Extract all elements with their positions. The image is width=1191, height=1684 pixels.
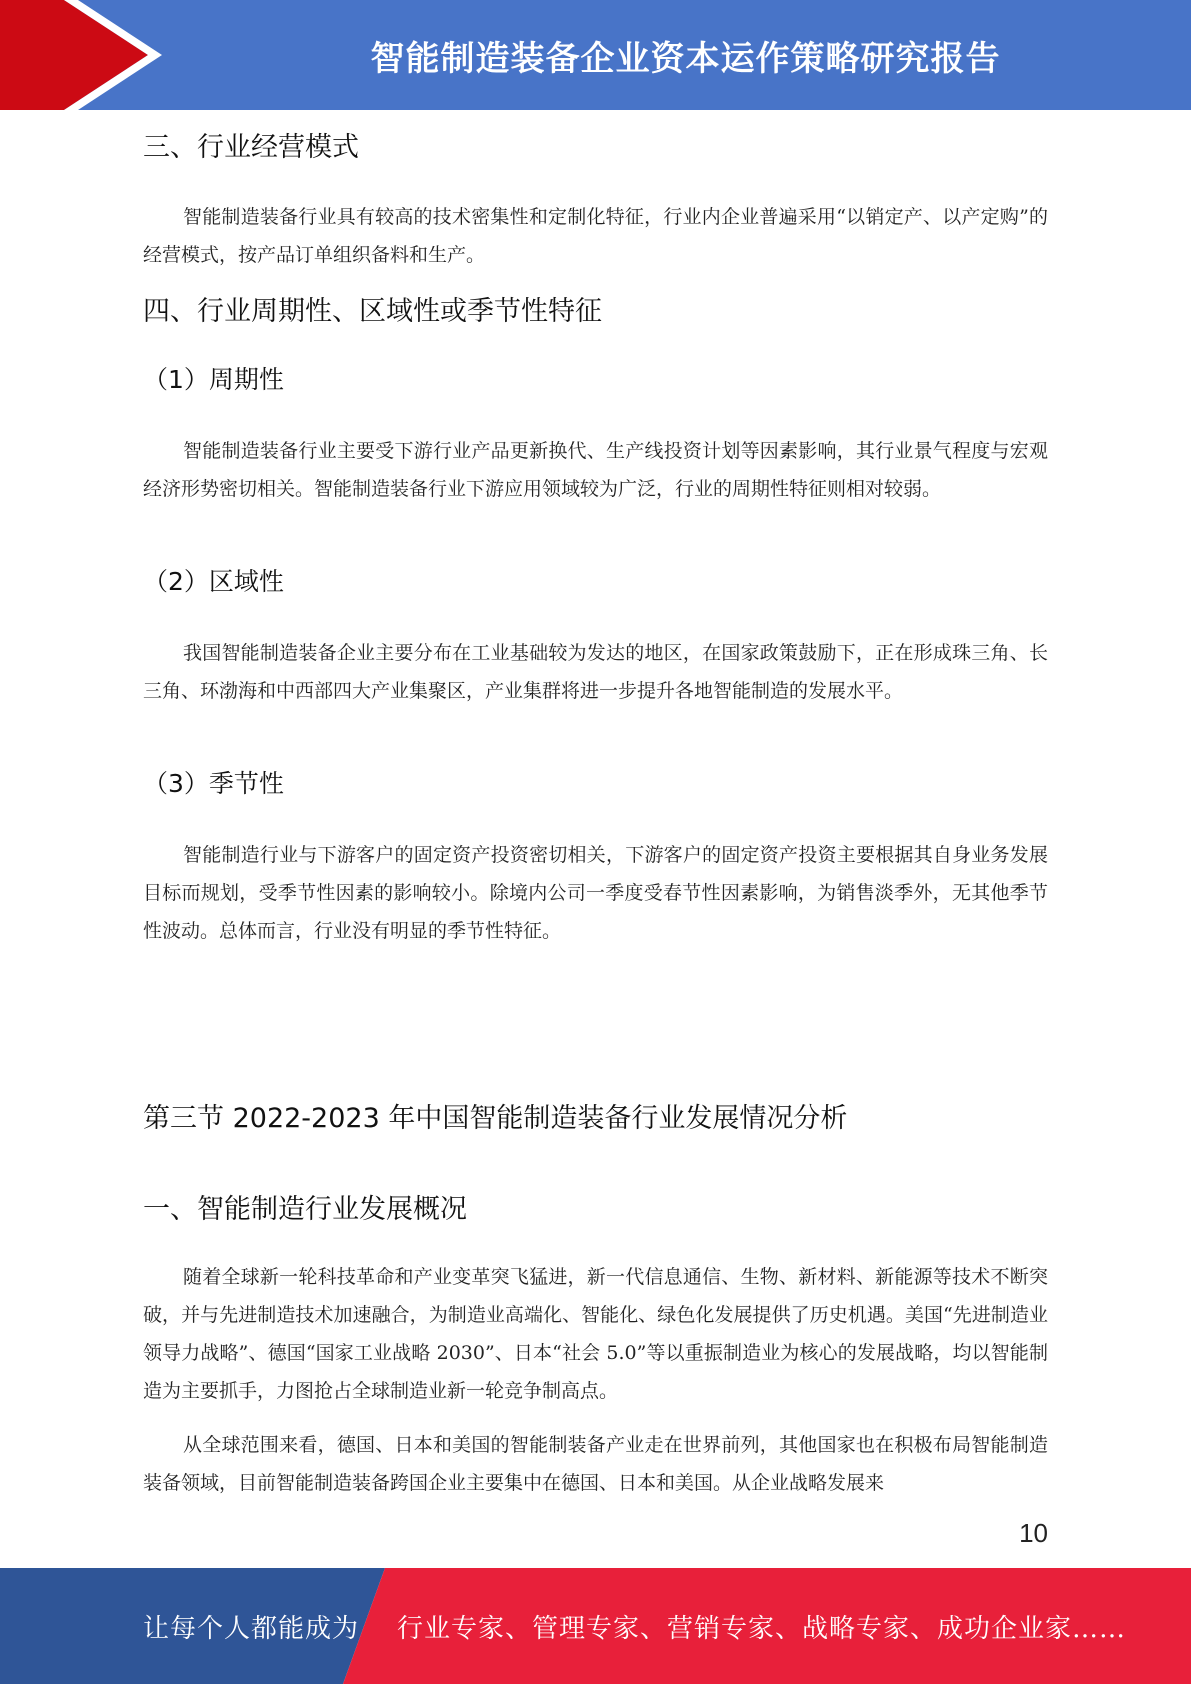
footer-banner — [0, 1568, 1191, 1684]
header-banner — [0, 0, 1191, 110]
heading-business-model: 三、行业经营模式 — [143, 132, 359, 163]
paragraph-industry-overview-2: 从全球范围来看，德国、日本和美国的智能制装备产业走在世界前列，其他国家也在积极布局智能制造装备领域，目前智能制造装备跨国企业主要集中在德国、日本和美国。从企业战略发展来 — [143, 1434, 1048, 1494]
paragraph-seasonality: 智能制造行业与下游客户的固定资产投资密切相关，下游客户的固定资产投资主要根据其自身业务发展目标而规划，受季节性因素的影响较小。除境内公司一季度受春节性因素影响，为销售淡季外，无其他季节性波动。总体而言，行业没有明显的季节性特征。 — [143, 844, 1048, 942]
heading-cyclicality-regionality-seasonality: 四、行业周期性、区域性或季节性特征 — [143, 296, 602, 327]
paragraph-business-model: 智能制造装备行业具有较高的技术密集性和定制化特征，行业内企业普遍采用“以销定产、以产定购”的经营模式，按产品订单组织备料和生产。 — [143, 206, 1048, 266]
paragraph-regionality: 我国智能制造装备企业主要分布在工业基础较为发达的地区，在国家政策鼓励下，正在形成珠三角、长三角、环渤海和中西部四大产业集聚区，产业集群将进一步提升各地智能制造的发展水平。 — [143, 642, 1048, 702]
heading-industry-overview: 一、智能制造行业发展概况 — [143, 1194, 467, 1225]
subheading-regionality: （2）区域性 — [143, 567, 284, 596]
footer-slogan-right: 行业专家、管理专家、营销专家、战略专家、成功企业家…… — [397, 1613, 1127, 1644]
report-title: 智能制造装备企业资本运作策略研究报告 — [370, 38, 1001, 79]
footer-slogan-left: 让每个人都能成为 — [143, 1613, 360, 1644]
subheading-seasonality: （3）季节性 — [143, 769, 284, 798]
subheading-cyclicality: （1）周期性 — [143, 365, 284, 394]
section-title-industry-development: 第三节 2022-2023 年中国智能制造装备行业发展情况分析 — [143, 1103, 848, 1134]
paragraph-cyclicality: 智能制造装备行业主要受下游行业产品更新换代、生产线投资计划等因素影响，其行业景气程度与宏观经济形势密切相关。智能制造装备行业下游应用领域较为广泛，行业的周期性特征则相对较弱。 — [143, 440, 1048, 500]
paragraph-industry-overview-1: 随着全球新一轮科技革命和产业变革突飞猛进，新一代信息通信、生物、新材料、新能源等技术不断突破，并与先进制造技术加速融合，为制造业高端化、智能化、绿色化发展提供了历史机遇。美国“先进制造业领导力战略”、德国“国家工业战略 2030”、日本“社会 5.0”等以重振制造业为核心的发展战略，均以智能制造为主要抓手，力图抢占全球制造业新一轮竞争制高点。 — [143, 1266, 1048, 1402]
page-number: 10 — [1019, 1518, 1048, 1548]
